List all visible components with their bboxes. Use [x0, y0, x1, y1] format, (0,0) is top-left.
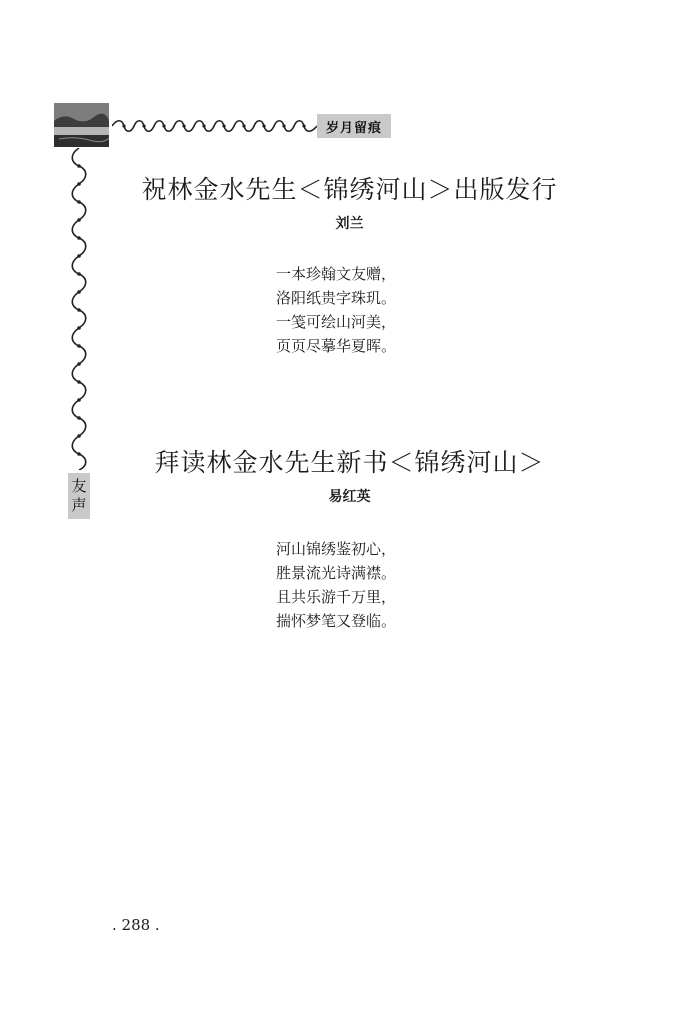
- poem-author: 刘兰: [335, 216, 364, 232]
- side-tab-char: 声: [71, 496, 87, 514]
- verse-line: 页页尽摹华夏晖。: [276, 337, 397, 355]
- page-number: . 288 .: [112, 916, 160, 934]
- poem-title: 祝林金水先生＜锦绣河山＞出版发行: [141, 175, 558, 204]
- poem-verse: [276, 262, 476, 358]
- header-landscape-image: [54, 103, 109, 147]
- verse-line: 揣怀梦笔又登临。: [276, 612, 397, 630]
- verse-line: 且共乐游千万里，: [276, 588, 397, 606]
- verse-line: 一笺可绘山河美，: [276, 313, 397, 331]
- verse-line: 胜景流光诗满襟。: [276, 564, 397, 582]
- section-label: 岁月留痕: [317, 114, 391, 138]
- poem-verse: [276, 537, 476, 633]
- header-ornament-border: [112, 117, 317, 135]
- poem-title: 拜读林金水先生新书＜锦绣河山＞: [154, 448, 545, 477]
- verse-line: 一本珍翰文友赠，: [276, 265, 397, 283]
- side-tab-char: 友: [71, 477, 87, 495]
- verse-line: 河山锦绣鉴初心，: [276, 540, 397, 558]
- verse-line: 洛阳纸贵字珠玑。: [276, 289, 397, 307]
- poem-author: 易红英: [328, 489, 371, 505]
